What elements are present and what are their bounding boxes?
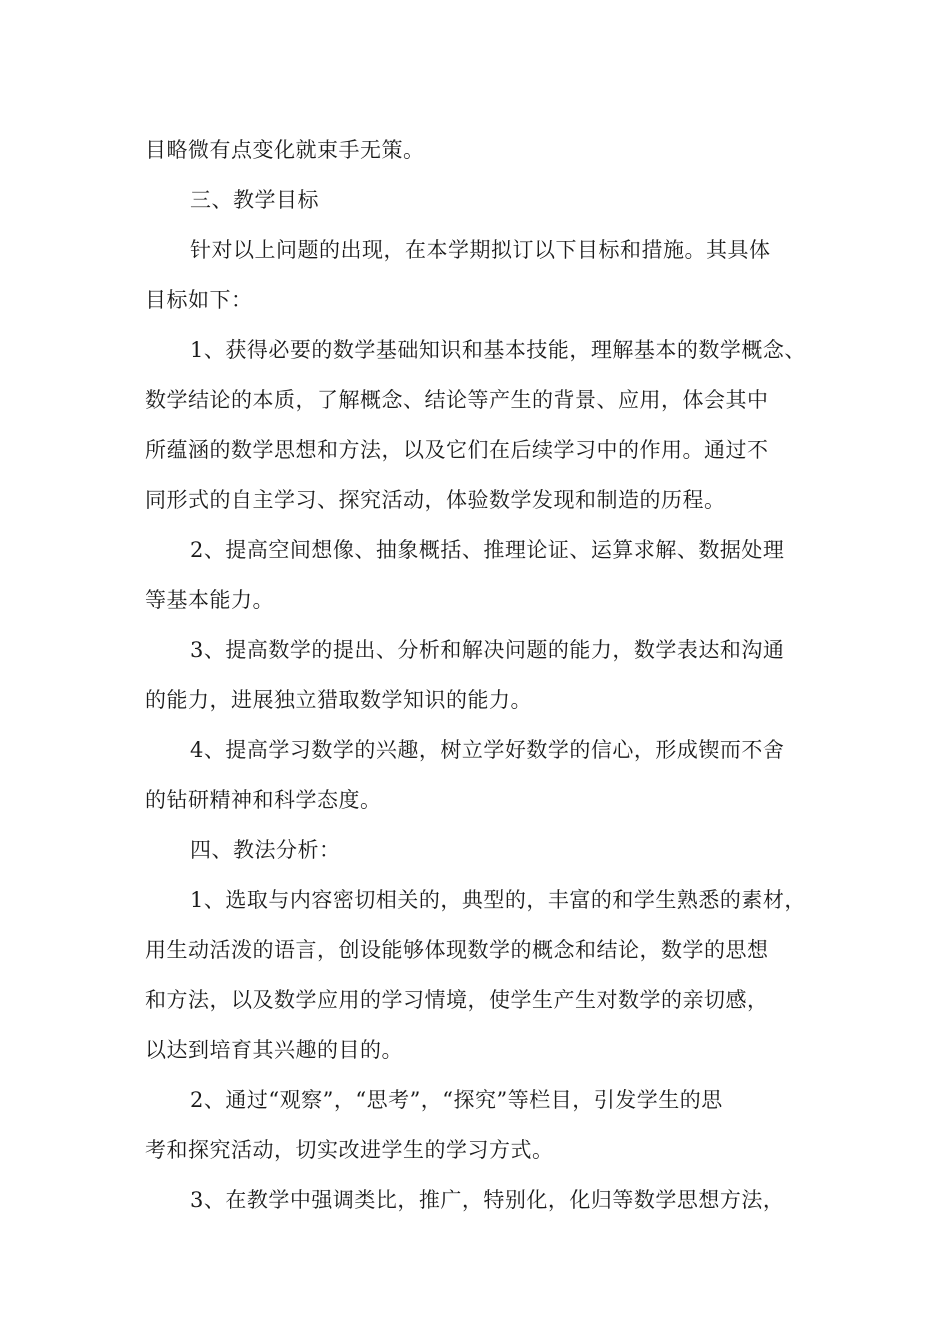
section-heading: 四、教法分析： <box>190 838 341 862</box>
text-line: 的钻研精神和科学态度。 <box>145 788 382 812</box>
section-heading: 三、教学目标 <box>190 188 319 212</box>
text-line: 数学结论的本质，了解概念、结论等产生的背景、应用，体会其中 <box>145 388 769 412</box>
text-line: 1、获得必要的数学基础知识和基本技能，理解基本的数学概念、 <box>190 338 806 362</box>
text-line: 4、提高学习数学的兴趣，树立学好数学的信心，形成锲而不舍 <box>190 738 785 762</box>
text-line: 3、提高数学的提出、分析和解决问题的能力，数学表达和沟通 <box>190 638 785 662</box>
text-line: 等基本能力。 <box>145 588 274 612</box>
text-line: 2、通过“观察”，“思考”，“探究”等栏目，引发学生的思 <box>190 1088 723 1112</box>
text-line: 的能力，进展独立猎取数学知识的能力。 <box>145 688 532 712</box>
text-line: 目略微有点变化就束手无策。 <box>145 138 425 162</box>
text-line: 同形式的自主学习、探究活动，体验数学发现和制造的历程。 <box>145 488 726 512</box>
text-line: 用生动活泼的语言，创设能够体现数学的概念和结论，数学的思想 <box>145 938 769 962</box>
text-line: 和方法，以及数学应用的学习情境，使学生产生对数学的亲切感， <box>145 988 769 1012</box>
text-line: 2、提高空间想像、抽象概括、推理论证、运算求解、数据处理 <box>190 538 785 562</box>
text-line: 3、在教学中强调类比，推广，特别化，化归等数学思想方法， <box>190 1188 785 1212</box>
text-line: 以达到培育其兴趣的目的。 <box>145 1038 403 1062</box>
text-line: 针对以上问题的出现，在本学期拟订以下目标和措施。其具体 <box>190 238 771 262</box>
text-line: 1、选取与内容密切相关的，典型的，丰富的和学生熟悉的素材， <box>190 888 806 912</box>
text-line: 目标如下： <box>145 288 253 312</box>
text-line: 所蕴涵的数学思想和方法，以及它们在后续学习中的作用。通过不 <box>145 438 769 462</box>
text-line: 考和探究活动，切实改进学生的学习方式。 <box>145 1138 554 1162</box>
